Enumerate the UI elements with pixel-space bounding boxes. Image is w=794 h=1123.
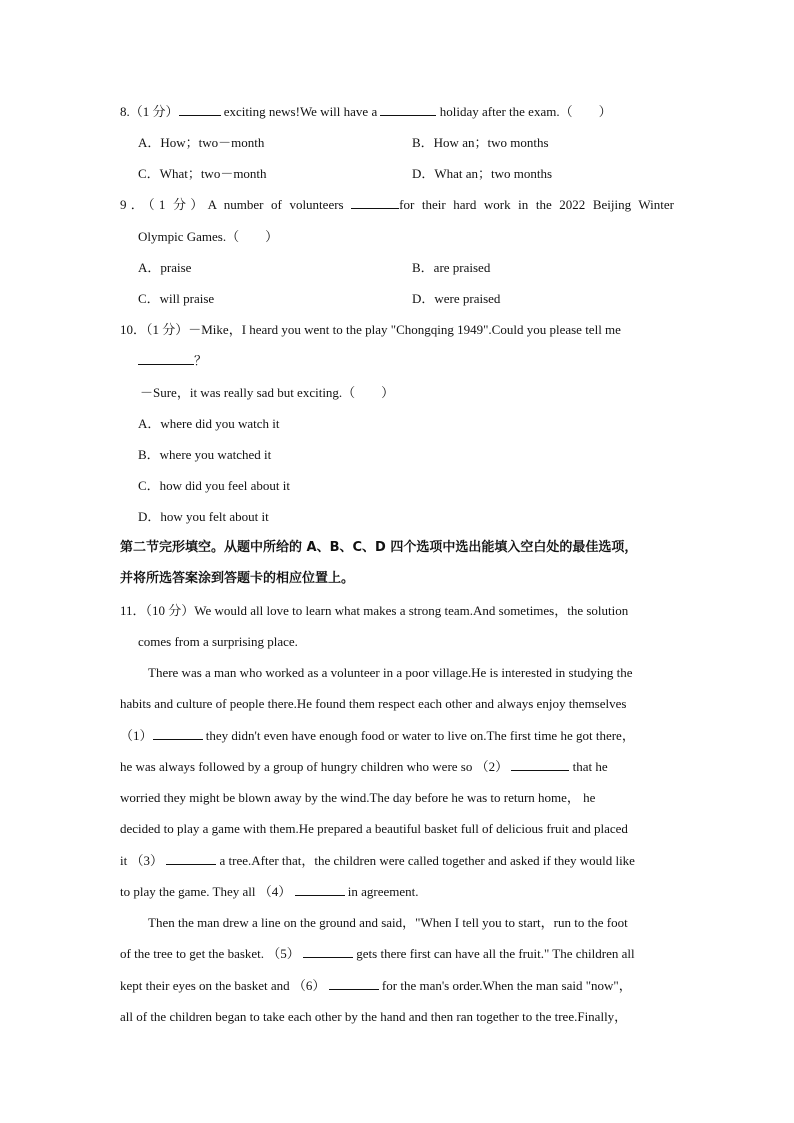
q11-blank-4 xyxy=(295,883,345,896)
q10-option-c: C．how did you feel about it xyxy=(138,478,291,493)
q11-passage-line: decided to play a game with them.He prepared a beautiful basket full of delicious fruit and placed xyxy=(120,821,628,836)
q11-blank-5 xyxy=(303,945,353,958)
q11-passage-line xyxy=(120,883,419,901)
q10-reply: －Sure，it was really sad but exciting.（ ） xyxy=(140,385,395,400)
q11-stem-line2: comes from a surprising place. xyxy=(138,634,298,649)
q11-passage-text: gets there first can have all the fruit." The children all xyxy=(356,946,635,961)
q11-stem: 11．（10 分）We would all love to learn what makes a strong team.And sometimes，the solution xyxy=(120,603,629,618)
q11-passage-text: of the tree to get the basket. （5） xyxy=(120,946,300,961)
q11-blank-2 xyxy=(511,758,569,771)
q8-blank-1 xyxy=(179,103,221,116)
q11-passage-line: habits and culture of people there.He found them respect each other and always enjoy themselves xyxy=(120,696,627,711)
q11-passage-text: they didn't even have enough food or water to live on.The first time he got there， xyxy=(205,728,635,743)
q8-blank-2 xyxy=(380,103,436,116)
q9-blank xyxy=(351,196,399,209)
q8-option-d: D．What an；two months xyxy=(412,166,553,181)
q9-option-a: A．praise xyxy=(138,260,192,275)
q8-number: 8.（1 分） xyxy=(120,104,179,119)
q8-stem-text-2: holiday after the exam.（ ） xyxy=(439,104,612,119)
q11-passage-line: There was a man who worked as a volunteer in a poor village.He is interested in studying the xyxy=(148,665,633,680)
q11-passage-text: for the man's order.When the man said "now"， xyxy=(381,978,632,993)
q11-passage-line xyxy=(120,977,632,995)
q11-blank-3 xyxy=(166,852,216,865)
q11-passage-line xyxy=(120,945,635,963)
q11-passage-line xyxy=(120,758,608,776)
q11-passage-line: all of the children began to take each other by the hand and then ran together to the tree.Finally， xyxy=(120,1009,628,1024)
q11-passage-text: a tree.After that，the children were called together and asked if they would like xyxy=(219,853,635,868)
q10-blank xyxy=(138,352,194,365)
q9-option-c: C．will praise xyxy=(138,291,215,306)
q11-passage-text: to play the game. They all （4） xyxy=(120,884,292,899)
q9-stem-text-2: for their hard work in the 2022 Beijing Winter xyxy=(399,197,675,212)
q10-option-a: A．where did you watch it xyxy=(138,416,280,431)
q8-stem-text-1: exciting news!We will have a xyxy=(223,104,378,119)
q11-blank-6 xyxy=(329,977,379,990)
q9-option-b: B．are praised xyxy=(412,260,491,275)
q11-passage-text: in agreement. xyxy=(347,884,419,899)
q10-stem: 10．（1 分）－Mike，I heard you went to the play "Chongqing 1949".Could you please tell me xyxy=(120,322,621,337)
q10-option-b: B．where you watched it xyxy=(138,447,272,462)
q9-stem-line2: Olympic Games.（ ） xyxy=(138,229,279,244)
q9-option-d: D．were praised xyxy=(412,291,501,306)
q9-stem xyxy=(120,196,674,214)
q11-passage-line xyxy=(120,727,635,745)
q11-blank-1 xyxy=(153,727,203,740)
q11-passage-text: that he xyxy=(572,759,608,774)
q10-option-d: D．how you felt about it xyxy=(138,509,269,524)
q11-passage-text: he was always followed by a group of hungry children who were so （2） xyxy=(120,759,509,774)
q11-passage-line xyxy=(120,852,635,870)
q11-passage-line: Then the man drew a line on the ground and said，"When I tell you to start，run to the foot xyxy=(148,915,628,930)
q11-passage-text: it （3） xyxy=(120,853,163,868)
q8-option-c: C．What；two－month xyxy=(138,166,267,181)
q10-question-mark: ？ xyxy=(194,353,208,368)
q11-passage-text: kept their eyes on the basket and （6） xyxy=(120,978,326,993)
q8-option-a: A．How；two－month xyxy=(138,135,265,150)
q10-stem-line2 xyxy=(138,352,207,370)
q8-stem xyxy=(120,103,612,121)
section-heading-line1: 第二节完形填空。从题中所给的 A、B、C、D 四个选项中选出能填入空白处的最佳选项， xyxy=(120,540,638,555)
q9-stem-text-1: 9．（1 分）A number of volunteers xyxy=(120,197,344,212)
section-heading-line2: 并将所选答案涂到答题卡的相应位置上。 xyxy=(120,571,355,586)
q11-passage-line: worried they might be blown away by the wind.The day before he was to return home， he xyxy=(120,790,596,805)
q8-option-b: B．How an；two months xyxy=(412,135,549,150)
q11-blank-label-1: （1） xyxy=(120,728,153,743)
